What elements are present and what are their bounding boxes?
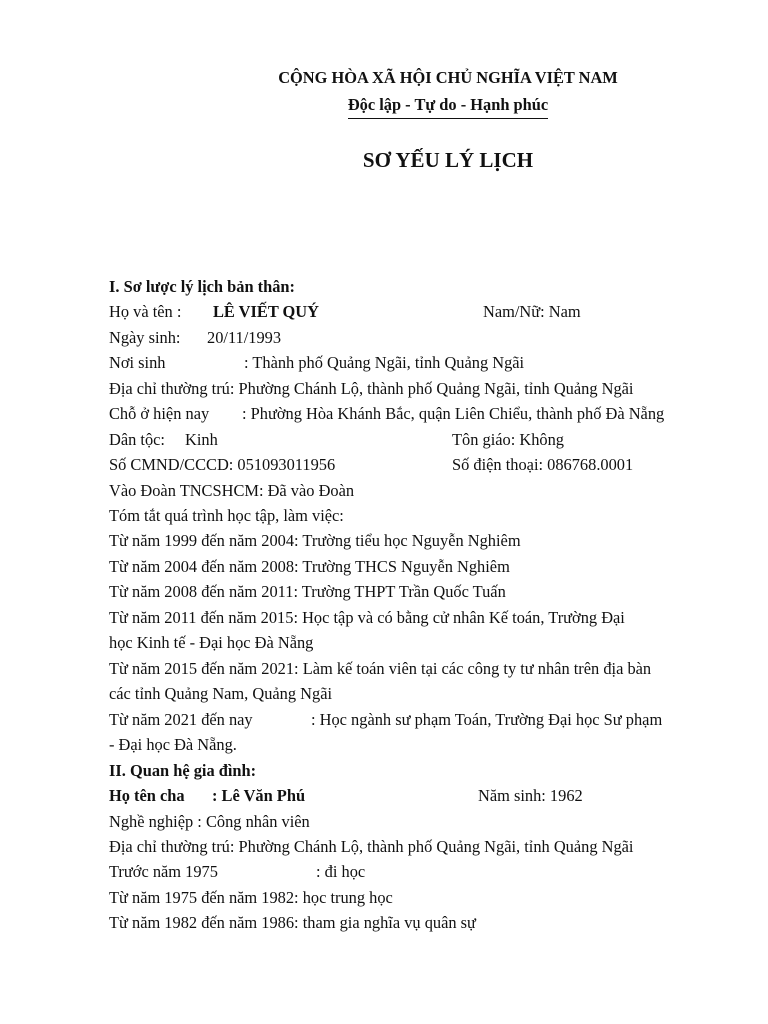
dob-label: Ngày sinh: [109,328,181,347]
youth-union: Vào Đoàn TNCSHCM: Đã vào Đoàn [109,481,355,500]
document-title: SƠ YẾU LÝ LỊCH [362,148,534,172]
current-study-value: : Học ngành sư phạm Toán, Trường Đại học Sư phạm [311,710,663,729]
gender: Nam/Nữ: Nam [483,302,581,321]
father-address: Địa chỉ thường trú: Phường Chánh Lộ, thành phố Quảng Ngãi, tỉnh Quảng Ngãi [109,837,634,856]
timeline-item: Từ năm 2004 đến năm 2008: Trường THCS Nguyễn Nghiêm [109,557,510,576]
ethnicity-value: Kinh [185,430,218,449]
before1975-label: Trước năm 1975 [109,862,218,881]
summary-heading: Tóm tắt quá trình học tập, làm việc: [109,506,344,525]
before1975-value: : đi học [316,862,366,881]
motto-text: Độc lập - Tự do - Hạnh phúc [348,95,548,119]
history-item: Từ năm 1982 đến năm 1986: tham gia nghĩa vụ quân sự [109,913,476,932]
nation-title: CỘNG HÒA XÃ HỘI CHỦ NGHĨA VIỆT NAM [278,68,618,87]
timeline-item: các tỉnh Quảng Nam, Quảng Ngãi [109,684,333,703]
timeline-item: Từ năm 2015 đến năm 2021: Làm kế toán viên tại các công ty tư nhân trên địa bàn [109,659,652,678]
father-label: Họ tên cha [109,786,185,805]
dob-value: 20/11/1993 [207,328,282,347]
timeline-item: Từ năm 2011 đến năm 2015: Học tập và có bằng cử nhân Kế toán, Trường Đại [109,608,625,627]
id-card: Số CMND/CCCD: 051093011956 [109,455,336,474]
ethnicity-label: Dân tộc: [109,430,165,449]
religion: Tôn giáo: Không [452,430,564,449]
history-item: Từ năm 1975 đến năm 1982: học trung học [109,888,393,907]
current-study-cont: - Đại học Đà Nẵng. [109,735,237,754]
father-occupation: Nghề nghiệp : Công nhân viên [109,812,310,831]
phone: Số điện thoại: 086768.0001 [452,455,634,474]
section2-heading: II. Quan hệ gia đình: [109,761,257,780]
birthplace-value: : Thành phố Quảng Ngãi, tỉnh Quảng Ngãi [244,353,525,372]
current-study-label: Từ năm 2021 đến nay [109,710,253,729]
section1-heading: I. Sơ lược lý lịch bản thân: [109,277,296,296]
timeline-item: Từ năm 2008 đến năm 2011: Trường THPT Trần Quốc Tuấn [109,582,506,601]
current-residence-value: : Phường Hòa Khánh Bắc, quận Liên Chiểu, thành phố Đà Nẵng [242,404,665,423]
permanent-address: Địa chỉ thường trú: Phường Chánh Lộ, thành phố Quảng Ngãi, tỉnh Quảng Ngãi [109,379,634,398]
birthplace-label: Nơi sinh [109,353,166,372]
timeline-item: Từ năm 1999 đến năm 2004: Trường tiểu học Nguyễn Nghiêm [109,531,521,550]
current-residence-label: Chỗ ở hiện nay [109,404,210,423]
name-label: Họ và tên : [109,302,182,321]
motto [64,95,768,119]
timeline-item: học Kinh tế - Đại học Đà Nẵng [109,633,314,652]
name-value: LÊ VIẾT QUÝ [213,302,319,321]
father-value: : Lê Văn Phú [212,786,306,805]
father-birth-year: Năm sinh: 1962 [478,786,583,805]
